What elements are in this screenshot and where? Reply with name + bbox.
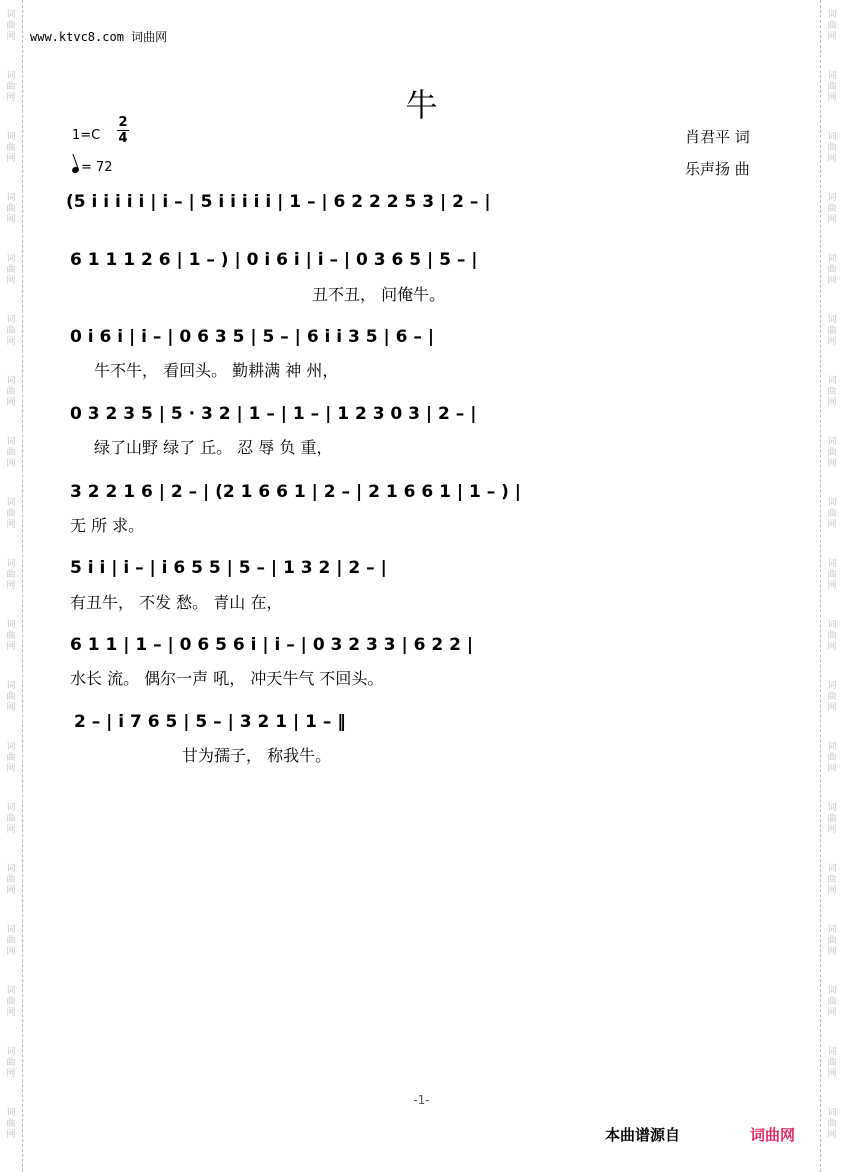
page-number: -1- xyxy=(413,1093,430,1107)
watermark-text: 词 曲 网 xyxy=(827,1047,837,1079)
source-label: 本曲谱源自 xyxy=(605,1126,681,1144)
score-line-5: 3 2 2 1 6 | 2 – | (2 1 6 6 1 | 2 – | 2 1 6 6 1 | 1 – ) | xyxy=(70,482,522,502)
score-line-8: 2 – | i 7 6 5 | 5 – | 3 2 1 | 1 – ‖ xyxy=(74,712,346,732)
watermark-text: 词 曲 网 xyxy=(827,376,837,408)
watermark-text: 词 曲 网 xyxy=(827,559,837,591)
lyric-line-3: 牛不牛， 看回头。 勤耕满 神 州， xyxy=(94,361,339,380)
lyric-line-7: 水长 流。 偶尔一声 吼， 冲天牛气 不回头。 xyxy=(70,669,384,688)
lyric-line-2: 丑不丑， 问俺牛。 xyxy=(312,285,446,304)
watermark-text: 词 曲 网 xyxy=(827,864,837,896)
composer-credit: 乐声扬 曲 xyxy=(685,160,750,178)
watermark-text: 词 曲 网 xyxy=(827,193,837,225)
watermark-text: 词 曲 网 xyxy=(6,437,16,469)
score-line-2: 6 1 1 1 2 6 | 1 – ) | 0 i 6 i | i – | 0 3 6 5 | 5 – | xyxy=(70,250,478,270)
watermark-text: 词 曲 网 xyxy=(6,925,16,957)
watermark-text: 词 曲 网 xyxy=(6,498,16,530)
watermark-text: 词 曲 网 xyxy=(827,986,837,1018)
watermark-text: 词 曲 网 xyxy=(6,1108,16,1140)
watermark-text: 词 曲 网 xyxy=(6,681,16,713)
watermark-text: 词 曲 网 xyxy=(827,498,837,530)
watermark-text: 词 曲 网 xyxy=(6,254,16,286)
watermark-text: 词 曲 网 xyxy=(827,1108,837,1140)
watermark-text: 词 曲 网 xyxy=(827,10,837,42)
lyric-line-4: 绿了山野 绿了 丘。 忍 辱 负 重， xyxy=(94,438,333,457)
watermark-text: 词 曲 网 xyxy=(6,864,16,896)
watermark-text: 词 曲 网 xyxy=(6,315,16,347)
brand-link[interactable]: 词曲网 xyxy=(750,1126,796,1144)
watermark-text: 词 曲 网 xyxy=(6,1047,16,1079)
lyric-line-6: 有丑牛， 不发 愁。 青山 在， xyxy=(70,593,283,612)
watermark-text: 词 曲 网 xyxy=(827,132,837,164)
score-line-1: (5 i i i i i | i – | 5 i i i i i | 1 – | 6 2 2 2 5 3 | 2 – | xyxy=(66,192,491,212)
watermark-text: 词 曲 网 xyxy=(6,559,16,591)
watermark-text: 词 曲 网 xyxy=(6,71,16,103)
watermark-text: 词 曲 网 xyxy=(827,437,837,469)
watermark-text: 词 曲 网 xyxy=(6,10,16,42)
watermark-text: 词 曲 网 xyxy=(827,315,837,347)
lyric-line-8: 甘为孺子， 称我牛。 xyxy=(182,746,332,765)
lyric-line-5: 无 所 求。 xyxy=(70,516,145,535)
watermark-text: 词 曲 网 xyxy=(6,376,16,408)
watermark-text: 词 曲 网 xyxy=(827,620,837,652)
score-line-3: 0 i 6 i | i – | 0 6 3 5 | 5 – | 6 i i 3 5 | 6 – | xyxy=(70,327,435,347)
watermark-text: 词 曲 网 xyxy=(827,925,837,957)
watermark-text: 词 曲 网 xyxy=(6,803,16,835)
song-title: 牛 xyxy=(405,86,438,124)
watermark-text: 词 曲 网 xyxy=(6,742,16,774)
score-line-6: 5 i i | i – | i 6 5 5 | 5 – | 1 3 2 | 2 – | xyxy=(70,558,387,578)
lyricist-credit: 肖君平 词 xyxy=(685,128,750,146)
watermark-text: 词 曲 网 xyxy=(6,193,16,225)
time-signature: 2 4 xyxy=(118,115,128,146)
watermark-text: 词 曲 网 xyxy=(827,742,837,774)
watermark-text: 词 曲 网 xyxy=(6,620,16,652)
watermark-text: 词 曲 网 xyxy=(827,803,837,835)
score-line-7: 6 1 1 | 1 – | 0 6 5 6 i | i – | 0 3 2 3 3 | 6 2 2 | xyxy=(70,635,474,655)
watermark-text: 词 曲 网 xyxy=(827,681,837,713)
watermark-text: 词 曲 网 xyxy=(6,132,16,164)
key-signature: 1=C xyxy=(72,128,101,143)
site-url: www.ktvc8.com 词曲网 xyxy=(30,30,168,44)
quarter-note-icon xyxy=(71,166,80,174)
tempo-marking: = 72 xyxy=(72,160,113,175)
score-line-4: 0 3 2 3 5 | 5 · 3 2 | 1 – | 1 – | 1 2 3 0 3 | 2 – | xyxy=(70,404,477,424)
watermark-text: 词 曲 网 xyxy=(6,986,16,1018)
watermark-text: 词 曲 网 xyxy=(827,254,837,286)
watermark-text: 词 曲 网 xyxy=(827,71,837,103)
